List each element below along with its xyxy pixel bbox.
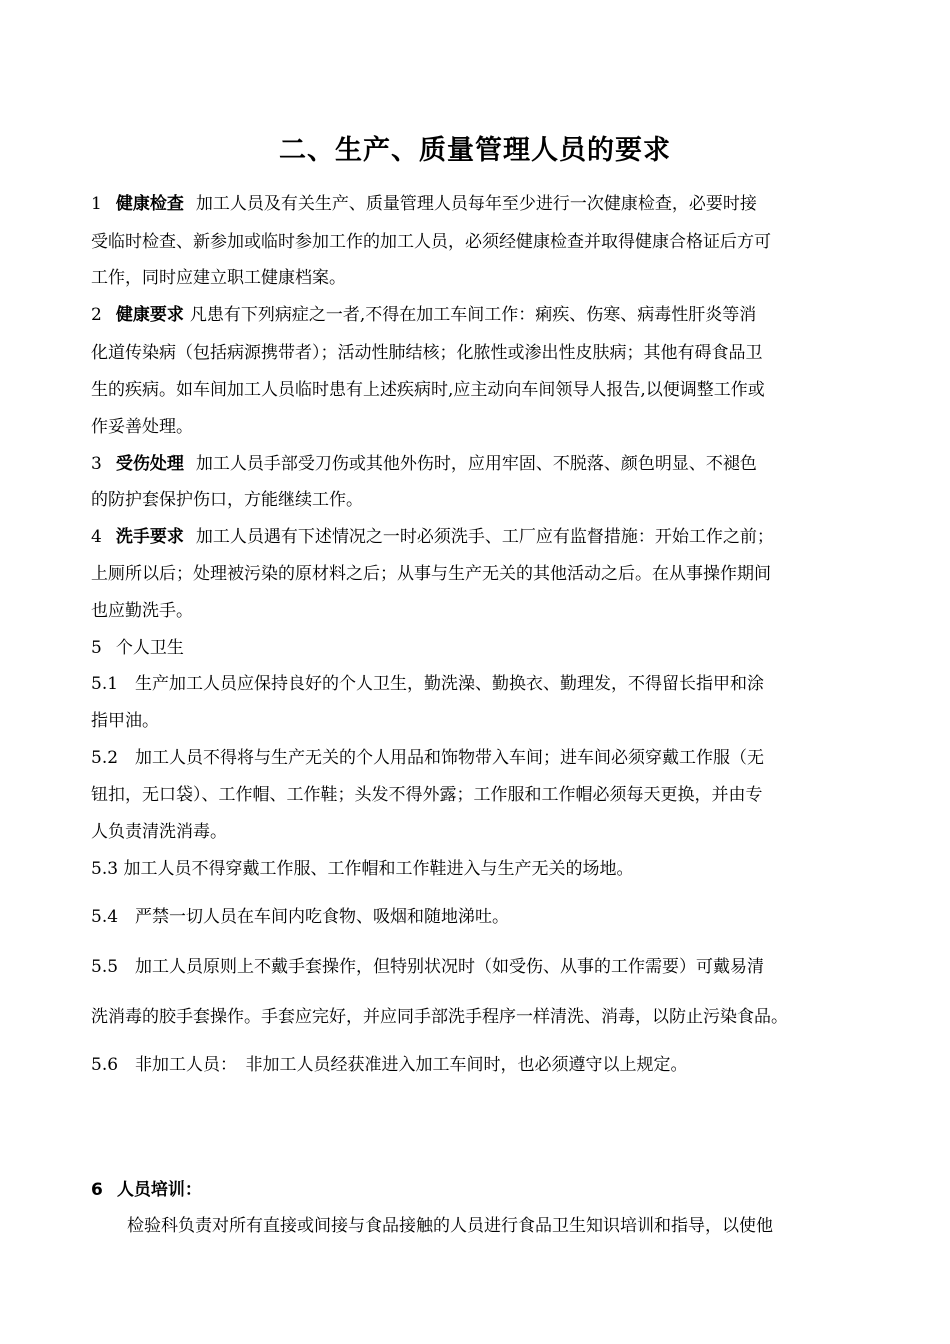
page-title: 二、生产、质量管理人员的要求 bbox=[279, 135, 671, 166]
section-3-number: 3 bbox=[91, 454, 102, 474]
section-4-line-3: 也应勤洗手。 bbox=[91, 601, 193, 621]
para-5-2-line-3: 人负责清洗消毒。 bbox=[91, 822, 227, 842]
section-4-heading: 洗手要求 bbox=[115, 527, 184, 547]
section-2-line-1 bbox=[91, 303, 881, 327]
para-5-1-line-1: 5.1 生产加工人员应保持良好的个人卫生，勤洗澡、勤换衣、勤理发，不得留长指甲和涂 bbox=[91, 674, 765, 694]
section-2-line-2: 化道传染病（包括病源携带者）；活动性肺结核；化脓性或渗出性皮肤病；其他有碍食品卫 bbox=[91, 343, 763, 363]
section-3-line-2: 的防护套保护伤口，方能继续工作。 bbox=[91, 490, 363, 510]
section-2-line-3: 生的疾病。如车间加工人员临时患有上述疾病时,应主动向车间领导人报告,以便调整工作或 bbox=[91, 380, 765, 400]
para-5-2-line-2: 钮扣，无口袋）、工作帽、工作鞋；头发不得外露；工作服和工作帽必须每天更换，并由专 bbox=[91, 785, 763, 805]
section-3-heading: 受伤处理 bbox=[115, 454, 184, 474]
para-5-6: 5.6 非加工人员： 非加工人员经获准进入加工车间时，也必须遵守以上规定。 bbox=[91, 1055, 688, 1075]
section-1-heading: 健康检查 bbox=[115, 194, 184, 214]
section-2-number: 2 bbox=[91, 305, 102, 325]
section-6-line-1: 检验科负责对所有直接或间接与食品接触的人员进行食品卫生知识培训和指导，以使他 bbox=[127, 1216, 773, 1236]
section-4-line-1 bbox=[91, 525, 881, 549]
section-4-text-1: 加工人员遇有下述情况之一时必须洗手、工厂应有监督措施：开始工作之前； bbox=[195, 527, 774, 547]
section-2-line-4: 作妥善处理。 bbox=[91, 417, 193, 437]
section-6-heading: 人员培训： bbox=[116, 1180, 202, 1200]
section-3-line-1 bbox=[91, 452, 881, 476]
section-1-line-1 bbox=[91, 192, 881, 216]
para-5-3: 5.3 加工人员不得穿戴工作服、工作帽和工作鞋进入与生产无关的场地。 bbox=[91, 859, 634, 879]
section-1-line-3: 工作，同时应建立职工健康档案。 bbox=[91, 268, 346, 288]
section-2-heading: 健康要求 bbox=[115, 305, 184, 325]
section-1-text-1: 加工人员及有关生产、质量管理人员每年至少进行一次健康检查，必要时接 bbox=[195, 194, 757, 214]
section-5-heading: 个人卫生 bbox=[115, 638, 184, 658]
para-5-5-line-1: 5.5 加工人员原则上不戴手套操作，但特别状况时（如受伤、从事的工作需要）可戴易清 bbox=[91, 957, 765, 977]
section-5-heading-line bbox=[91, 636, 881, 660]
para-5-2-line-1: 5.2 加工人员不得将与生产无关的个人用品和饰物带入车间；进车间必须穿戴工作服（无 bbox=[91, 748, 765, 768]
section-6-heading-line bbox=[91, 1178, 881, 1202]
section-2-text-1: 凡患有下列病症之一者,不得在加工车间工作：痢疾、伤寒、病毒性肝炎等消 bbox=[189, 305, 757, 325]
section-4-line-2: 上厕所以后；处理被污染的原材料之后；从事与生产无关的其他活动之后。在从事操作期间 bbox=[91, 564, 771, 584]
section-6-number: 6 bbox=[91, 1180, 103, 1200]
para-5-4: 5.4 严禁一切人员在车间内吃食物、吸烟和随地涕吐。 bbox=[91, 907, 510, 927]
section-5-number: 5 bbox=[91, 638, 102, 658]
section-1-number: 1 bbox=[91, 194, 102, 214]
para-5-1-line-2: 指甲油。 bbox=[91, 711, 159, 731]
para-5-5-line-2: 洗消毒的胶手套操作。手套应完好，并应同手部洗手程序一样清洗、消毒，以防止污染食品。 bbox=[91, 1007, 788, 1027]
section-4-number: 4 bbox=[91, 527, 102, 547]
section-3-text-1: 加工人员手部受刀伤或其他外伤时，应用牢固、不脱落、颜色明显、不褪色 bbox=[195, 454, 757, 474]
section-1-line-2: 受临时检查、新参加或临时参加工作的加工人员，必须经健康检查并取得健康合格证后方可 bbox=[91, 232, 771, 252]
